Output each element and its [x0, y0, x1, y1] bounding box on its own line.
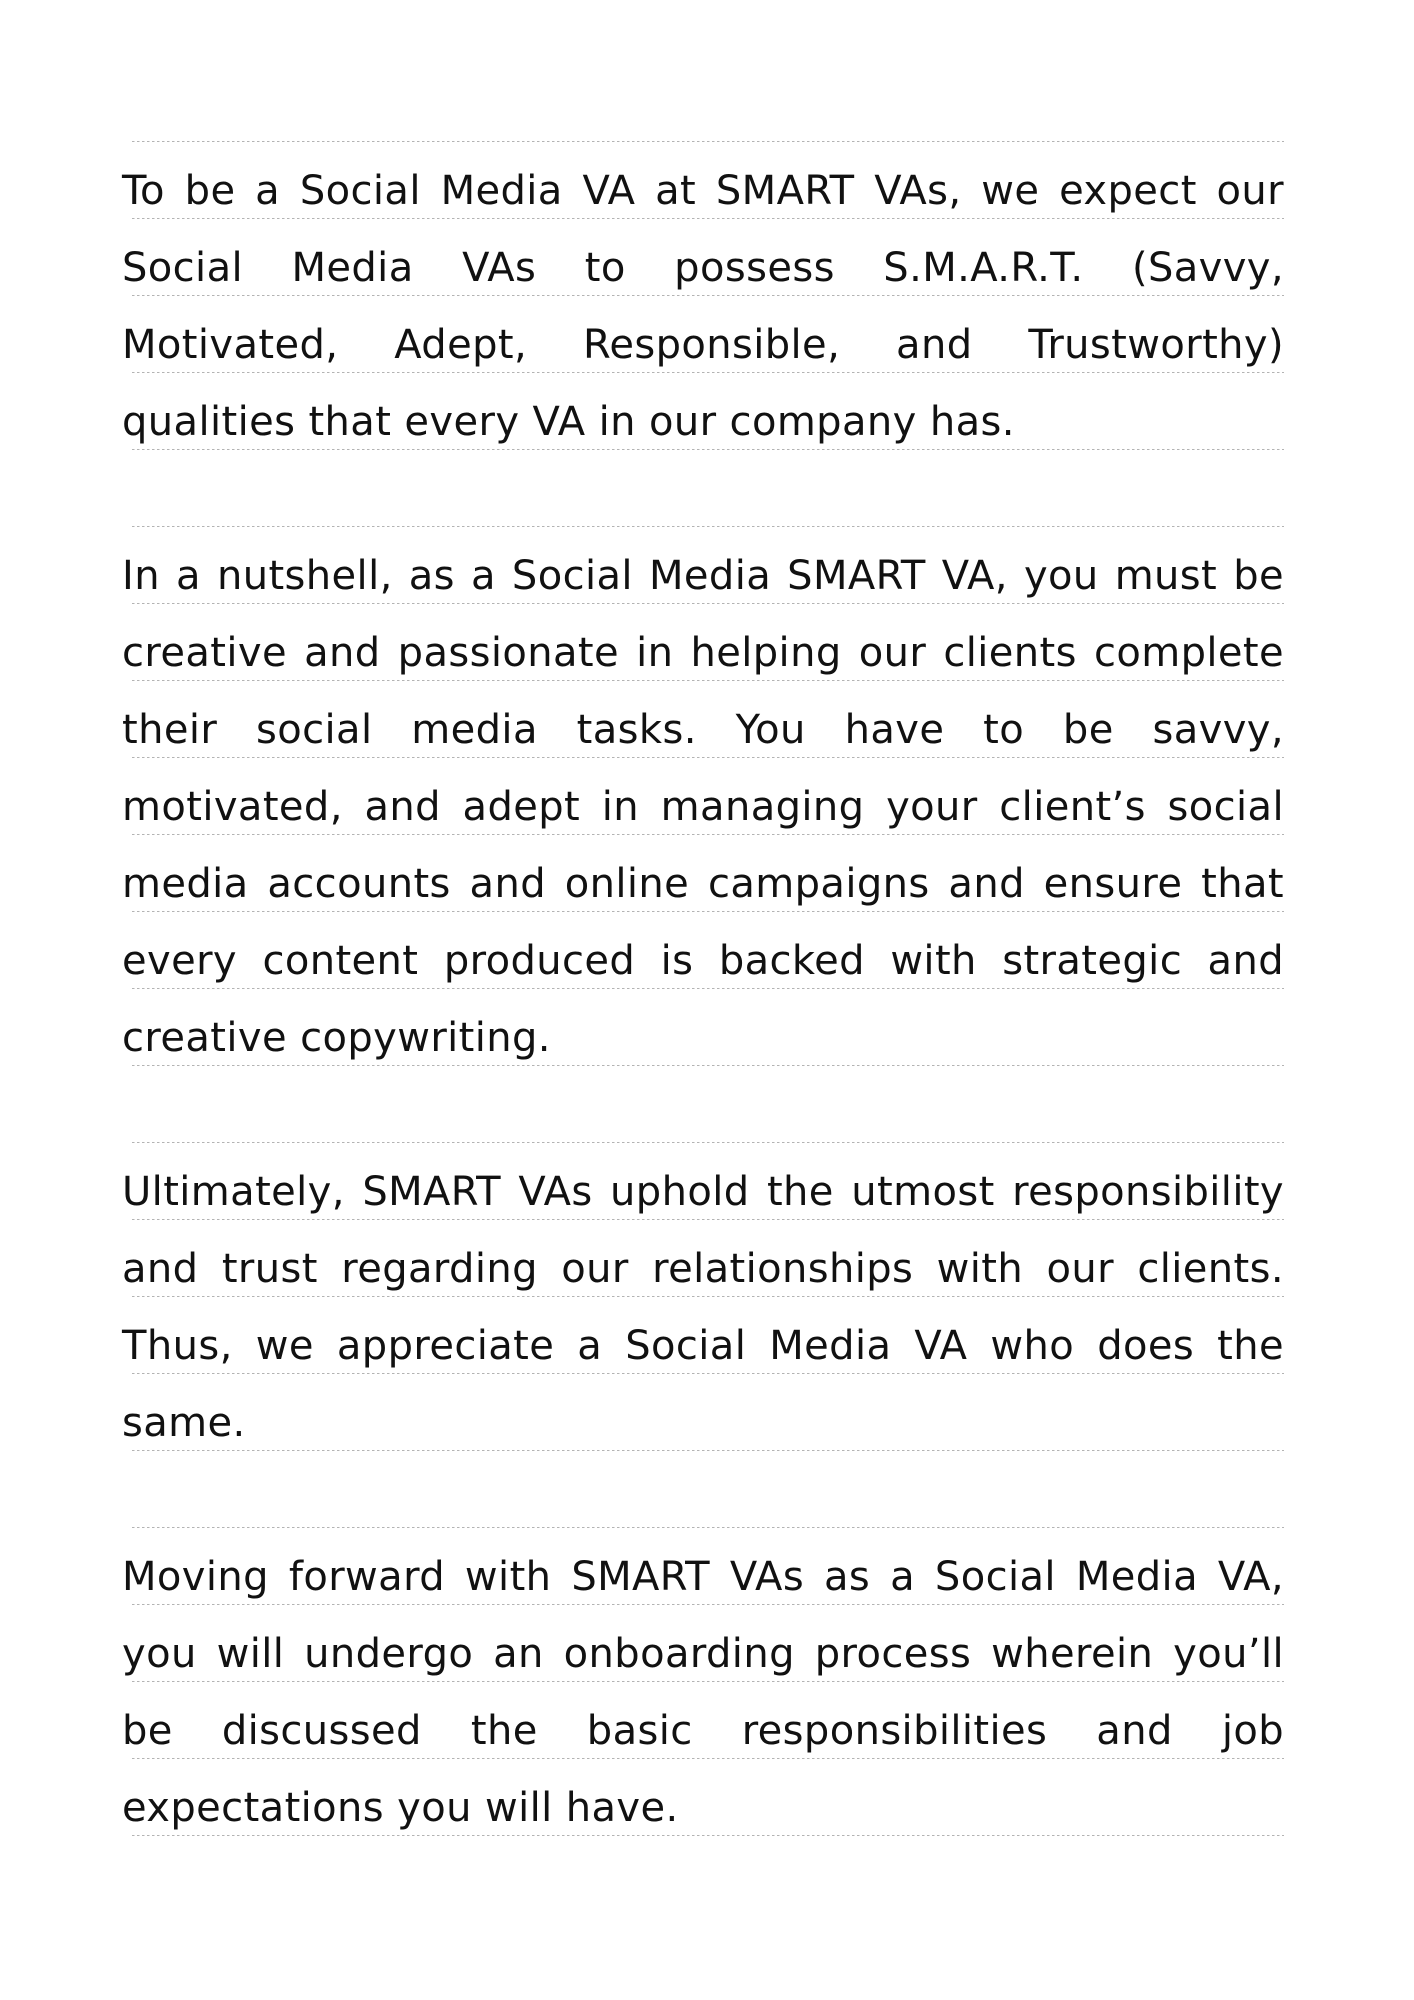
paragraph-intro: To be a Social Media VA at SMART VAs, we expect our Social Media VAs to possess S.M.A.R.T. (Savvy, Motivated, Adept, Responsible, and Trustworthy) qualities that every VA in our company has.: [122, 168, 1284, 445]
paragraph-ultimately: Ultimately, SMART VAs uphold the utmost responsibility and trust regarding our relationships with our clients. Thus, we appreciate a Social Media VA who does the same.: [122, 1169, 1284, 1446]
ruled-line: [132, 141, 1284, 142]
ruled-line: [132, 1527, 1284, 1528]
paragraph-moving-forward: Moving forward with SMART VAs as a Social Media VA, you will undergo an onboarding process wherein you’ll be discussed the basic responsibilities and job expectations you will have.: [122, 1554, 1284, 1831]
ruled-line: [132, 526, 1284, 527]
ruled-line: [132, 1142, 1284, 1143]
paragraph-nutshell: In a nutshell, as a Social Media SMART VA, you must be creative and passionate in helping our clients complete their social media tasks. You have to be savvy, motivated, and adept in managing your client’s social media accounts and online campaigns and ensure that every content produced is backed with strategic and creative copywriting.: [122, 553, 1284, 1061]
